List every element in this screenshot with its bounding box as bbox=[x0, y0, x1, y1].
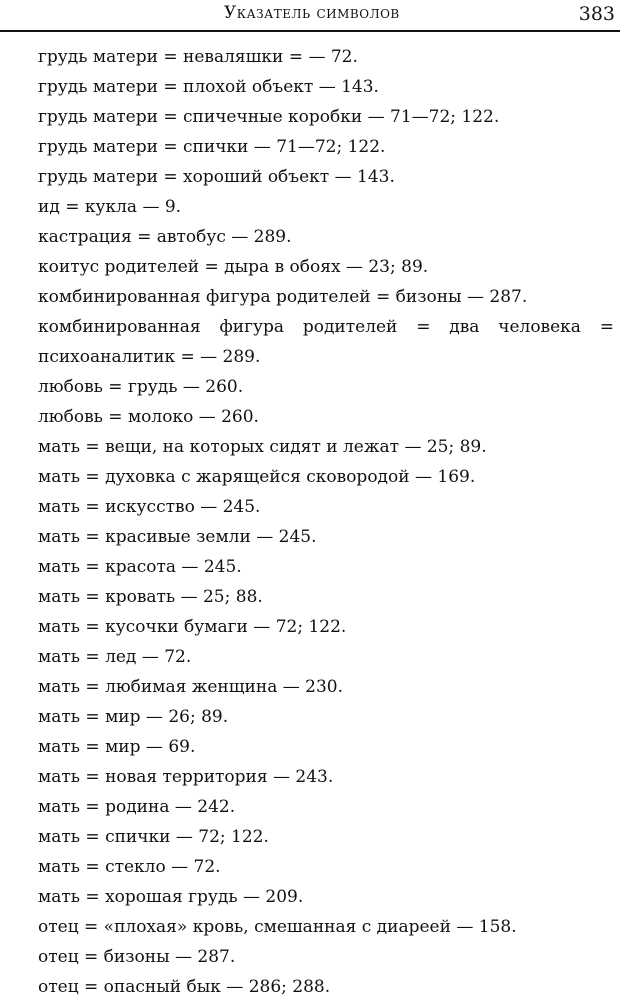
index-entry: любовь = молоко — 260. bbox=[38, 407, 259, 427]
index-entry: мать = духовка с жарящейся сковородой — 169. bbox=[38, 467, 476, 487]
index-entry: кастрация = автобус — 289. bbox=[38, 227, 292, 247]
index-entry: мать = хорошая грудь — 209. bbox=[38, 887, 304, 907]
page-number: 383 bbox=[578, 3, 615, 25]
index-entry: комбинированная фигура родителей = бизоны — 287. bbox=[38, 287, 528, 307]
index-entry: мать = лед — 72. bbox=[38, 647, 192, 667]
index-entry: мать = мир — 69. bbox=[38, 737, 196, 757]
index-entry: грудь матери = плохой объект — 143. bbox=[38, 77, 379, 97]
index-entry: мать = новая территория — 243. bbox=[38, 767, 334, 787]
index-entry: комбинированная фигура родителей = два человека = психоаналитик = — 289. bbox=[38, 317, 614, 367]
index-entry: мать = спички — 72; 122. bbox=[38, 827, 269, 847]
index-entry: мать = любимая женщина — 230. bbox=[38, 677, 344, 697]
index-entry: отец = опасный бык — 286; 288. bbox=[38, 977, 331, 997]
index-entry: грудь матери = хороший объект — 143. bbox=[38, 167, 395, 187]
index-entry: грудь матери = неваляшки = — 72. bbox=[38, 47, 358, 67]
index-entry: мать = искусство — 245. bbox=[38, 497, 261, 517]
symbol-index-list bbox=[38, 42, 614, 1002]
page-header bbox=[0, 0, 620, 34]
index-entry: грудь матери = спички — 71—72; 122. bbox=[38, 137, 386, 157]
index-entry: отец = «плохая» кровь, смешанная с диареей — 158. bbox=[38, 917, 517, 937]
index-entry: мать = красота — 245. bbox=[38, 557, 242, 577]
index-entry: ид = кукла — 9. bbox=[38, 197, 182, 217]
index-entry: мать = вещи, на которых сидят и лежат — 25; 89. bbox=[38, 437, 487, 457]
index-entry: мать = кровать — 25; 88. bbox=[38, 587, 263, 607]
running-head: Указатель символов bbox=[224, 3, 400, 23]
index-entry: любовь = грудь — 260. bbox=[38, 377, 244, 397]
index-entry: мать = кусочки бумаги — 72; 122. bbox=[38, 617, 347, 637]
index-entry: мать = красивые земли — 245. bbox=[38, 527, 317, 547]
index-entry: мать = мир — 26; 89. bbox=[38, 707, 229, 727]
index-entry: отец = бизоны — 287. bbox=[38, 947, 236, 967]
index-entry: грудь матери = спичечные коробки — 71—72; 122. bbox=[38, 107, 500, 127]
index-entry: мать = родина — 242. bbox=[38, 797, 236, 817]
header-rule bbox=[0, 30, 620, 32]
index-entry: мать = стекло — 72. bbox=[38, 857, 221, 877]
index-entry: коитус родителей = дыра в обоях — 23; 89. bbox=[38, 257, 429, 277]
